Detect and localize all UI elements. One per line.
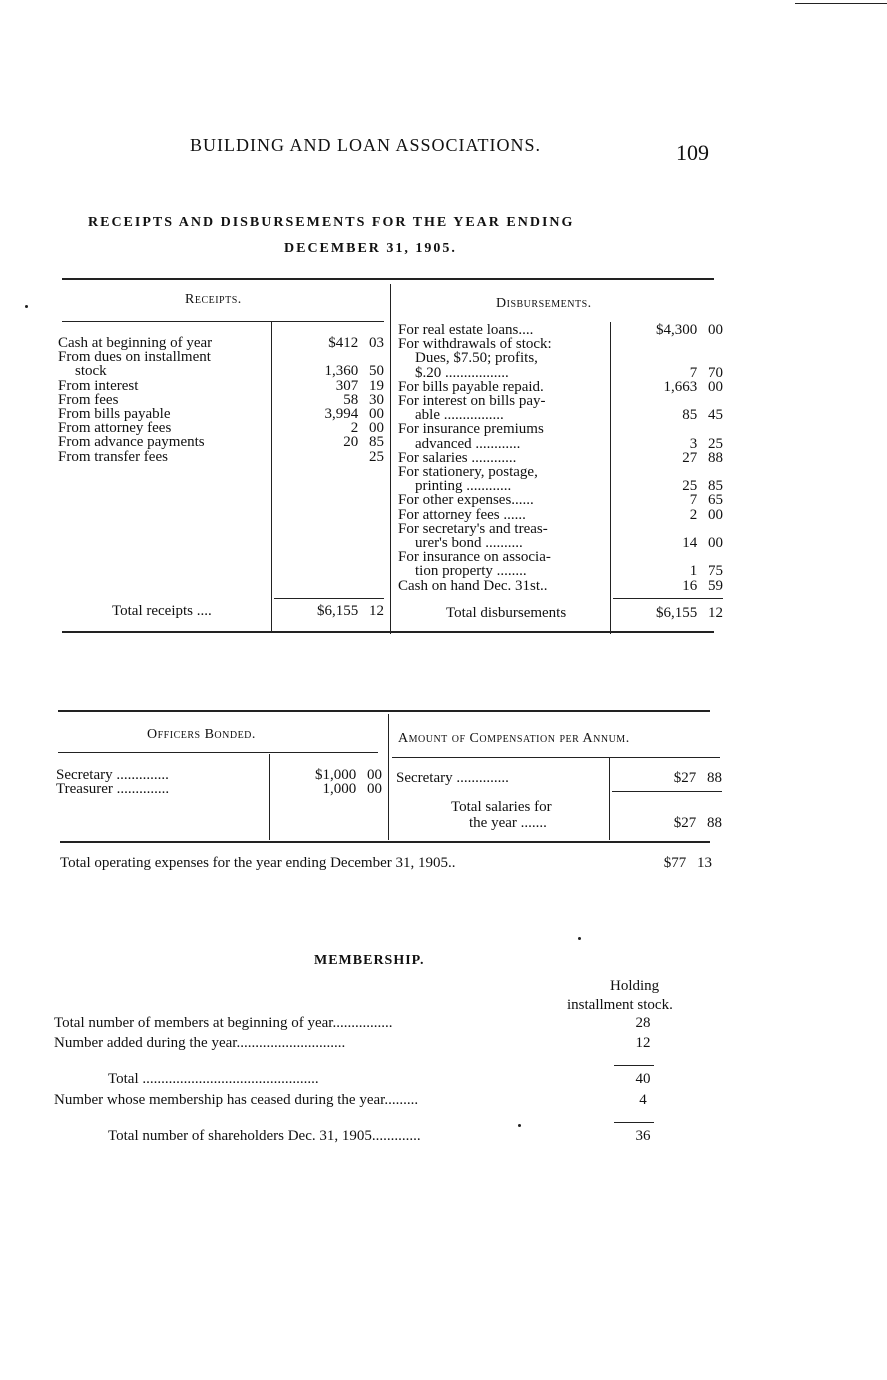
receipts-item-amount [274,350,384,364]
disbursements-item-label: For interest on bills pay- [398,393,546,409]
disbursements-item-amount [613,408,723,422]
compensation-total-line1: Total salaries for [451,799,552,815]
disbursements-item-amount-cents: 45 [708,407,723,424]
receipts-header: Receipts. [185,292,242,307]
receipts-item-label: Cash at beginning of year [58,335,213,351]
receipts-item-amount-cents: 25 [369,448,384,465]
receipts-total-label: Total receipts .... [112,603,212,619]
officers-amount-rule [269,754,270,840]
disbursements-item-amount [613,394,723,408]
disbursements-item-amount [613,550,723,564]
disbursements-header: Disbursements. [496,296,592,311]
disbursements-item-label: advanced ............ [415,435,521,452]
disbursements-total-amount [613,606,723,620]
disbursements-item-amount-cents: 00 [708,535,723,551]
disbursements-item-amount-cents: 00 [708,506,723,523]
compensation-secretary-label: Secretary .............. [396,770,509,786]
disbursements-item-label: For secretary's and treas- [398,520,548,537]
disbursements-item-label: Dues, $7.50; profits, [415,350,538,367]
membership-col-header-line1: Holding [610,978,660,994]
disbursements-item-label: For stationery, postage, [398,464,538,480]
compensation-header: Amount of Compensation per Annum. [398,731,630,746]
membership-total-rule [614,1122,654,1123]
receipts-item-amount [274,336,384,350]
membership-row-label: Total ............................................... [108,1071,319,1087]
officer-bond-amount [272,782,382,796]
receipts-item-amount-cents: 03 [369,335,384,351]
page-number: 109 [676,140,709,165]
receipts-item-amount-cents: 30 [369,391,384,408]
receipts-item-label: From fees [58,391,119,408]
receipts-header-rule [62,321,384,322]
disbursements-item-amount-cents: 00 [708,322,723,338]
officer-bond-amount-cents: 00 [367,781,382,797]
print-speck [518,1124,521,1127]
receipts-item-amount [274,435,384,449]
compensation-total-line2: the year ....... [469,815,547,831]
receipts-total-rule [274,598,384,599]
disbursements-item-amount [613,380,723,394]
receipts-item-amount [274,450,384,464]
print-speck [25,305,28,308]
compensation-amount-rule [609,758,610,840]
receipts-item-label: From attorney fees [58,420,172,437]
disbursements-item-amount [613,366,723,380]
receipts-item-label: From bills payable [58,406,171,422]
disbursements-item-amount [613,479,723,493]
disbursements-item-amount-cents: 85 [708,478,723,495]
disbursements-item-amount [613,508,723,522]
disbursements-amount-rule [610,322,611,634]
receipts-item-amount [274,393,384,407]
disbursements-item-amount-dollars: 7 [689,492,698,509]
operating-expenses-amount [602,856,712,870]
disbursements-item-amount-dollars: 3 [689,435,698,452]
receipts-total-cents: 12 [369,603,384,619]
receipts-item-amount-dollars: 1,360 [324,363,359,380]
disbursements-item-amount [613,536,723,550]
disbursements-item-amount-cents: 59 [708,577,723,594]
disbursements-item-amount [613,351,723,365]
receipts-item-amount [274,407,384,421]
running-head: BUILDING AND LOAN ASSOCIATIONS. [190,135,542,155]
receipts-item-label: From interest [58,377,139,394]
officer-label: Treasurer .............. [56,781,170,797]
receipts-item-amount [274,364,384,378]
officers-top-rule [58,710,710,712]
disbursements-item-amount-dollars: 27 [682,449,698,466]
receipts-item-amount [274,421,384,435]
disbursements-item-label: urer's bond .......... [415,535,523,551]
membership-row-value: 28 [635,1015,651,1031]
membership-row-value: 40 [635,1071,651,1087]
disbursements-item-amount-dollars: 16 [682,577,698,594]
operating-expenses-dollars: $77 [663,855,687,871]
membership-row-label: Total number of members at beginning of year................ [54,1015,393,1031]
membership-row-label: Number whose membership has ceased during the year......... [54,1092,419,1108]
receipts-item-amount-dollars: $412 [328,335,359,351]
officers-bottom-rule [60,841,710,843]
officers-header: Officers Bonded. [147,727,256,742]
membership-row-value: 12 [635,1035,651,1051]
disbursements-item-amount [613,564,723,578]
membership-row-label: Number added during the year............................. [54,1035,346,1051]
disbursements-item-label: $.20 ................. [415,364,509,381]
disbursements-item-label: printing ............ [415,478,512,495]
disbursements-item-label: For salaries ............ [398,449,517,466]
officer-label: Secretary .............. [56,767,169,783]
membership-col-header-line2: installment stock. [567,997,673,1013]
membership-row-value: 36 [635,1128,651,1144]
disbursements-item-label: For other expenses...... [398,492,534,509]
membership-title: MEMBERSHIP. [314,953,425,968]
receipts-amount-rule [271,321,272,631]
disbursements-item-amount [613,493,723,507]
disbursements-item-label: For attorney fees ...... [398,506,526,523]
disbursements-item-amount-dollars: 1,663 [663,378,698,395]
page-edge-rule [795,3,887,4]
receipts-item-amount-dollars: 2 [350,420,359,437]
disbursements-item-label: For withdrawals of stock: [398,336,552,353]
disbursements-item-amount [613,451,723,465]
disbursements-item-amount [613,437,723,451]
receipts-item-amount-cents: 19 [369,377,384,394]
officer-bond-amount-dollars: 1,000 [322,781,357,797]
compensation-secretary-amount [612,771,722,785]
operating-expenses-label: Total operating expenses for the year ending December 31, 1905.. [60,855,456,871]
disbursements-item-amount [613,422,723,436]
compensation-header-rule [392,757,720,758]
compensation-secretary-cents: 88 [707,770,722,786]
compensation-total-dollars: $27 [673,815,697,831]
receipts-item-label: stock [75,363,107,380]
disbursements-item-label: Cash on hand Dec. 31st.. [398,577,548,594]
disbursements-item-amount-cents: 65 [708,492,723,509]
disbursements-total-cents: 12 [708,605,723,621]
disbursements-item-label: For insurance on associa- [398,549,551,566]
receipts-item-amount-dollars: 20 [343,434,359,451]
receipts-item-label: From transfer fees [58,448,168,465]
receipts-total-amount [274,604,384,618]
membership-row-value: 4 [639,1092,647,1108]
disbursements-item-amount [613,522,723,536]
compensation-total-cents: 88 [707,815,722,831]
receipts-item-amount-cents: 85 [369,434,384,451]
operating-expenses-cents: 13 [697,855,712,871]
disbursements-item-label: able ................ [415,407,504,424]
report-title-line2: DECEMBER 31, 1905. [284,241,457,256]
compensation-total-amount [612,816,722,830]
compensation-secretary-dollars: $27 [673,770,697,786]
disbursements-item-amount-dollars: 7 [689,364,698,381]
receipts-item-label: From advance payments [58,434,205,451]
disbursements-item-amount-dollars: 1 [689,563,698,580]
disbursements-item-amount-cents: 00 [708,378,723,395]
disbursements-item-amount-dollars: $4,300 [656,322,698,338]
disbursements-item-label: For real estate loans.... [398,322,534,338]
disbursements-total-rule [613,598,723,599]
officer-bond-amount-dollars: $1,000 [315,767,357,783]
disbursements-item-amount-cents: 75 [708,563,723,580]
receipts-item-amount-cents: 50 [369,363,384,380]
disbursements-item-amount-dollars: 25 [682,478,698,495]
report-title-line1: RECEIPTS AND DISBURSEMENTS FOR THE YEAR ENDING [88,215,575,230]
disbursements-item-amount-cents: 70 [708,364,723,381]
disbursements-item-amount [613,323,723,337]
receipts-item-amount-dollars: 3,994 [324,406,359,422]
disbursements-item-amount [613,337,723,351]
membership-row-label: Total number of shareholders Dec. 31, 1905............. [108,1128,421,1144]
membership-subtotal-rule [614,1065,654,1066]
receipts-total-dollars: $6,155 [317,603,359,619]
compensation-total-rule [612,791,722,792]
receipts-item-amount-dollars: 58 [343,391,359,408]
disbursements-item-label: For bills payable repaid. [398,378,544,395]
print-speck [578,937,581,940]
officers-center-rule [388,714,389,840]
disbursements-item-label: tion property ........ [415,563,527,580]
disbursements-item-amount-dollars: 2 [689,506,698,523]
table-center-rule [390,284,391,634]
disbursements-item-label: For insurance premiums [398,421,544,438]
receipts-item-label: From dues on installment [58,349,211,366]
officers-header-rule [58,752,378,753]
disbursements-item-amount-dollars: 14 [682,535,698,551]
receipts-item-amount-dollars: 307 [335,377,359,394]
disbursements-item-amount-cents: 88 [708,449,723,466]
disbursements-item-amount-cents: 25 [708,435,723,452]
disbursements-item-amount [613,579,723,593]
disbursements-item-amount [613,465,723,479]
disbursements-total-label: Total disbursements [446,605,567,621]
receipts-item-amount-cents: 00 [369,420,384,437]
table-bottom-rule [62,631,714,633]
officer-bond-amount-cents: 00 [367,767,382,783]
receipts-item-amount-cents: 00 [369,406,384,422]
officer-bond-amount [272,768,382,782]
receipts-item-amount [274,379,384,393]
disbursements-item-amount-dollars: 85 [682,407,698,424]
table-top-rule [62,278,714,280]
disbursements-total-dollars: $6,155 [656,605,698,621]
